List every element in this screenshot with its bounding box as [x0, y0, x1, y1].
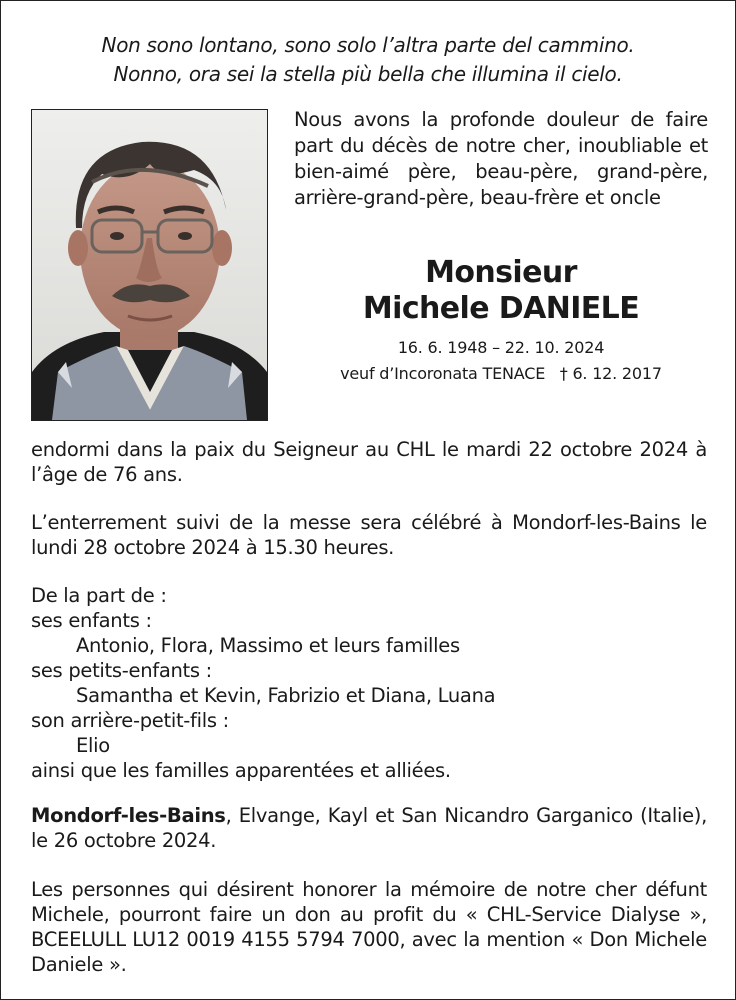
family-group-label: ses enfants :	[31, 609, 152, 632]
deceased-title: Monsieur	[425, 255, 577, 290]
portrait-photo	[31, 109, 268, 421]
family-group-names: Elio	[76, 734, 110, 757]
family-group-label: ses petits-enfants :	[31, 659, 212, 682]
burial-paragraph: L’enterrement suivi de la messe sera célébré à Mondorf-les-Bains le lundi 28 octobre 2024 à 15.30 heures.	[31, 511, 707, 559]
place-city: Mondorf-les-Bains	[31, 804, 226, 827]
family-list	[31, 583, 707, 783]
epigraph-line-1: Non sono lontano, sono solo l’altra parte del cammino.	[101, 33, 635, 57]
death-paragraph: endormi dans la paix du Seigneur au CHL le mardi 22 octobre 2024 à l’âge de 76 ans.	[31, 438, 707, 486]
donation-paragraph: Les personnes qui désirent honorer la mémoire de notre cher défunt Michele, pourront faire un don au profit du « CHL-Service Dialyse », BCEELULL LU12 0019 4155 5794 7000, avec la mention « Don Michele Daniele ».	[31, 878, 707, 976]
deceased-block	[294, 255, 708, 387]
place-rest: , Elvange, Kayl et San Nicandro Garganico (Italie), le 26 octobre 2024.	[31, 804, 707, 852]
deceased-name: Michele DANIELE	[362, 291, 640, 326]
family-heading: De la part de :	[31, 584, 167, 607]
epigraph	[1, 31, 735, 89]
family-group-names: Antonio, Flora, Massimo et leurs familles	[76, 634, 460, 657]
life-dates: 16. 6. 1948 – 22. 10. 2024	[397, 338, 605, 357]
spouse-line: veuf d’Incoronata TENACE † 6. 12. 2017	[340, 364, 662, 383]
family-group-names: Samantha et Kevin, Fabrizio et Diana, Luana	[76, 684, 496, 707]
intro-text: Nous avons la profonde douleur de faire part du décès de notre cher, inoubliable et bien-aimé père, beau-père, grand-père, arrière-grand-père, beau-frère et oncle	[294, 108, 708, 209]
place-date-paragraph	[31, 803, 707, 853]
family-closing: ainsi que les familles apparentées et alliées.	[31, 759, 451, 782]
epigraph-line-2: Nonno, ora sei la stella più bella che illumina il cielo.	[113, 62, 623, 86]
family-group-label: son arrière-petit-fils :	[31, 709, 229, 732]
